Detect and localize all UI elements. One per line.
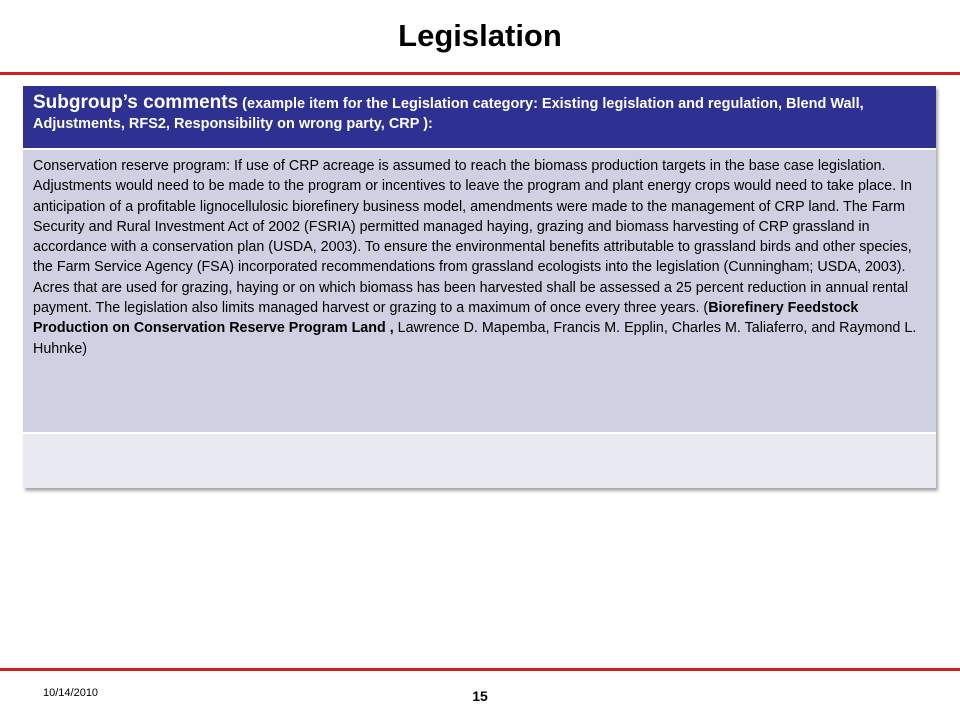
citation-title: Biorefinery Feedstock Production on Conservation Reserve Program Land , <box>33 300 859 337</box>
comments-table <box>23 86 936 488</box>
table-body-cell <box>23 150 936 432</box>
top-divider <box>0 72 960 75</box>
table-empty-row <box>23 434 936 488</box>
citation-authors: Lawrence D. Mapemba, Francis M. Epplin, Charles M. Taliaferro, and Raymond L. Huhnke) <box>33 320 917 357</box>
table-header-cell <box>23 86 936 148</box>
slide-title: Legislation <box>398 18 562 53</box>
header-lead: Subgroup’s comments <box>33 92 239 113</box>
body-text: Conservation reserve program: If use of CRP acreage is assumed to reach the biomass production targets in the base case legislation. Adjustments would need to be made to the program or incentives to leave the program and plant energy crops would need to take place. In anticipation of a profitable lignocellulosic biorefinery business model, amendments were made to the management of CRP land. The Farm Security and Rural Investment Act of 2002 (FSRIA) permitted managed haying, grazing and biomass harvesting of CRP grassland in accordance with a conservation plan (USDA, 2003). To ensure the environmental benefits attributable to grassland birds and other species, the Farm Service Agency (FSA) incorporated recommendations from grassland ecologists into the legislation (Cunningham; USDA, 2003). Acres that are used for grazing, haying or on which biomass has been harvested shall be assessed a 25 percent reduction in annual rental payment. The legislation also limits managed harvest or grazing to a maximum of once every three years. ( <box>33 158 912 317</box>
header-description: (example item for the Legislation category: Existing legislation and regulation, Blend Wall, Adjustments, RFS2, Responsibility on wrong party, CRP ): <box>33 96 864 132</box>
bottom-divider <box>0 668 960 671</box>
page-number: 15 <box>472 688 488 704</box>
footer-date: 10/14/2010 <box>43 687 99 699</box>
